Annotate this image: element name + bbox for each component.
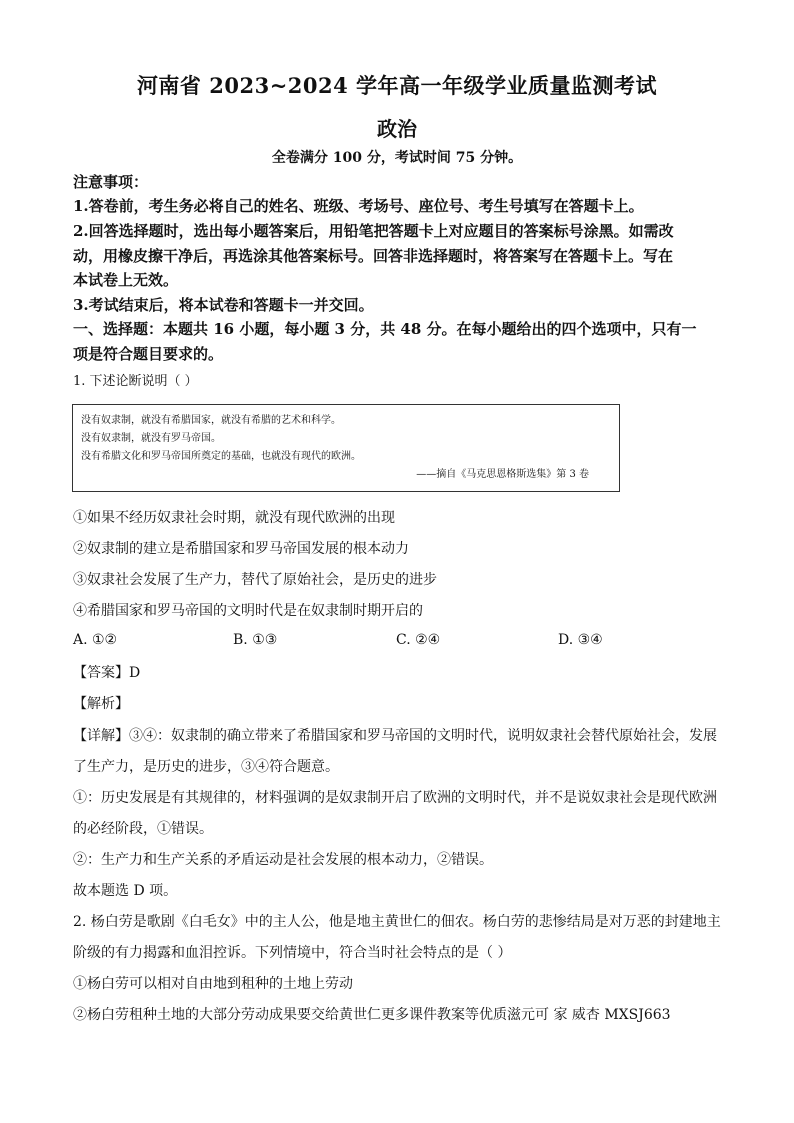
q1-statement-2: ②奴隶制的建立是希腊国家和罗马帝国发展的根本动力 [73, 541, 409, 557]
q1-detail-line-2: 了生产力，是历史的进步，③④符合题意。 [73, 759, 339, 775]
q1-statement-4: ④希腊国家和罗马帝国的文明时代是在奴隶制时期开启的 [73, 603, 423, 619]
q1-answer: 【答案】D [73, 665, 141, 681]
q1-statement-3: ③奴隶社会发展了生产力，替代了原始社会，是历史的进步 [73, 572, 437, 588]
quote-line-2: 没有奴隶制，就没有罗马帝国。 [81, 433, 221, 444]
section-heading-line-1: 一、选择题：本题共 16 小题，每小题 3 分，共 48 分。在每小题给出的四个选项中，只有一 [73, 320, 697, 338]
quote-source: ——摘自《马克思恩格斯选集》第 3 卷 [416, 469, 589, 480]
q2-stem-line-2: 阶级的有力揭露和血泪控诉。下列情境中，符合当时社会特点的是（ ） [73, 945, 512, 961]
q2-stem-line-1: 2. 杨白劳是歌剧《白毛女》中的主人公，他是地主黄世仁的佃农。杨白劳的悲惨结局是对万恶的封建地主 [73, 914, 721, 930]
q1-detail-line-3: ①：历史发展是有其规律的，材料强调的是奴隶制开启了欧洲的文明时代，并不是说奴隶社会是现代欧洲 [73, 790, 717, 806]
q1-detail-line-5: ②：生产力和生产关系的矛盾运动是社会发展的根本动力，②错误。 [73, 852, 493, 868]
quote-line-1: 没有奴隶制，就没有希腊国家，就没有希腊的艺术和科学。 [81, 415, 341, 426]
exam-info: 全卷满分 100 分，考试时间 75 分钟。 [271, 150, 523, 166]
notice-item-2-line-3: 本试卷上无效。 [73, 271, 179, 289]
q1-stem: 1. 下述论断说明（ ） [73, 374, 198, 389]
section-heading-line-2: 项是符合题目要求的。 [73, 345, 224, 363]
q1-option-a: A. ①② [73, 632, 118, 648]
q1-detail-line-4: 的必经阶段，①错误。 [73, 821, 213, 837]
notice-item-2-line-1: 2.回答选择题时，选出每小题答案后，用铅笔把答题卡上对应题目的答案标号涂黑。如需改 [73, 222, 674, 240]
notice-item-3: 3.考试结束后，将本试卷和答题卡一并交回。 [73, 296, 374, 314]
q1-option-b: B. ①③ [233, 632, 278, 648]
q1-analysis-label: 【解析】 [73, 696, 129, 712]
q2-statement-2: ②杨白劳租种土地的大部分劳动成果要交给黄世仁更多课件教案等优质滋元可 家 威杏 MXSJ663 [73, 1007, 671, 1023]
subject-title: 政治 [377, 117, 417, 141]
notice-item-2-line-2: 动，用橡皮擦干净后，再选涂其他答案标号。回答非选择题时，将答案写在答题卡上。写在 [73, 247, 674, 265]
notice-item-1: 1.答卷前，考生务必将自己的姓名、班级、考场号、座位号、考生号填写在答题卡上。 [73, 197, 644, 215]
q2-statement-1: ①杨白劳可以相对自由地到租种的土地上劳动 [73, 976, 353, 992]
q1-statement-1: ①如果不经历奴隶社会时期，就没有现代欧洲的出现 [73, 510, 395, 526]
exam-title: 河南省 2023~2024 学年高一年级学业质量监测考试 [136, 73, 658, 98]
quote-line-3: 没有希腊文化和罗马帝国所奠定的基础，也就没有现代的欧洲。 [81, 451, 361, 462]
q1-detail-line-1: 【详解】③④：奴隶制的确立带来了希腊国家和罗马帝国的文明时代，说明奴隶社会替代原始社会，发展 [73, 728, 717, 744]
notice-heading: 注意事项： [73, 173, 149, 191]
q1-conclusion: 故本题选 D 项。 [73, 883, 178, 899]
q1-option-d: D. ③④ [558, 632, 603, 648]
q1-quote-box [72, 404, 620, 492]
q1-option-c: C. ②④ [396, 632, 441, 648]
